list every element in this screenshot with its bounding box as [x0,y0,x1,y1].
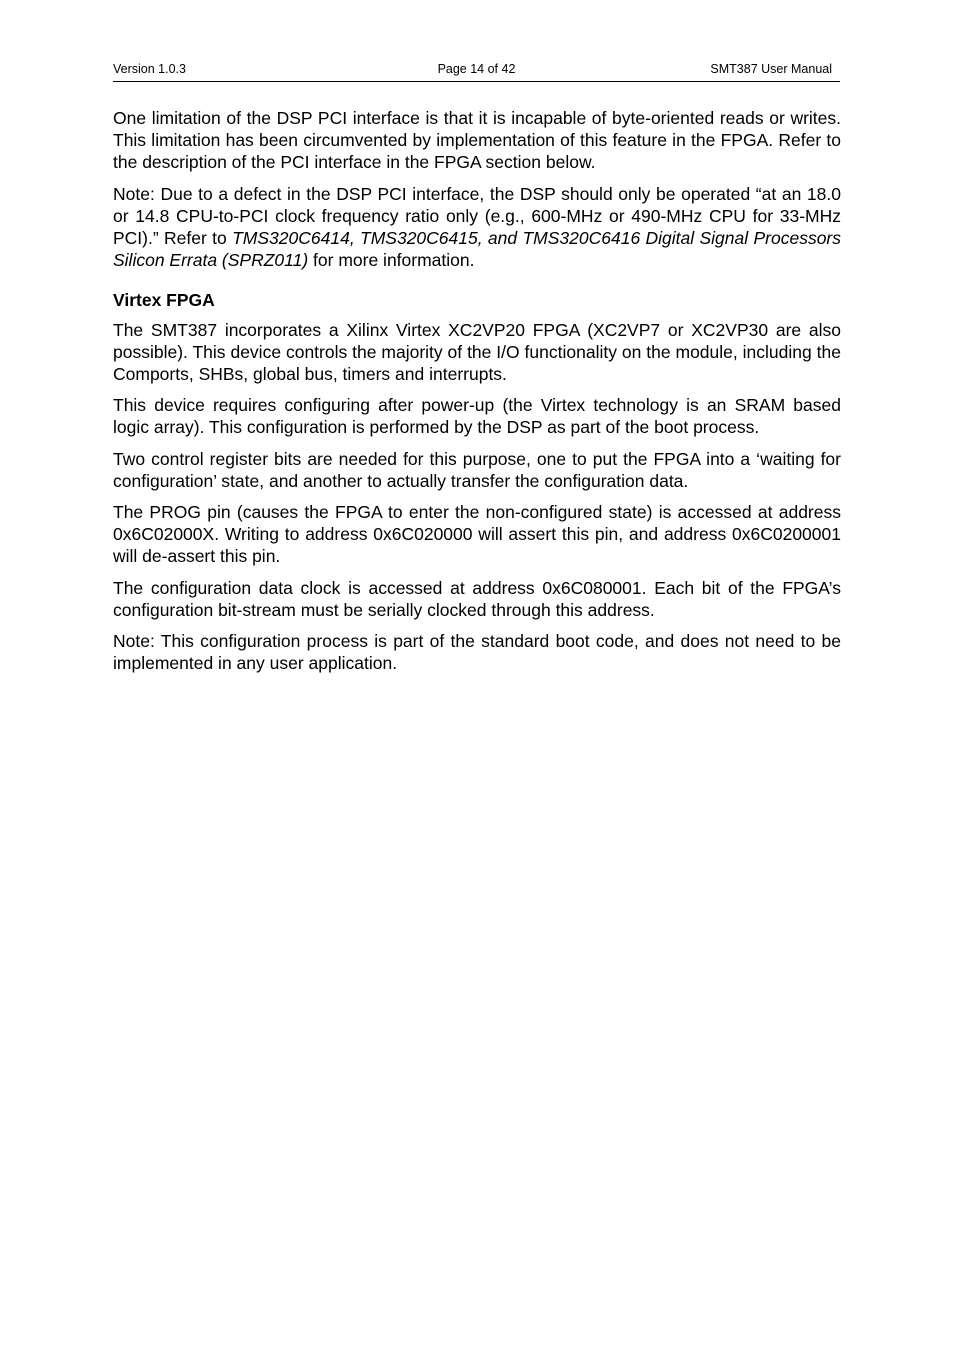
paragraph-config-clock: The configuration data clock is accessed at address 0x6C080001. Each bit of the FPGA’s configuration bit-stream must be serially clocked through this address. [113,577,841,620]
paragraph-fpga-intro: The SMT387 incorporates a Xilinx Virtex XC2VP20 FPGA (XC2VP7 or XC2VP30 are also possible). This device controls the majority of the I/O functionality on the module, including the Comports, SHBs, global bus, timers and interrupts. [113,319,841,384]
paragraph-pci-limitation: One limitation of the DSP PCI interface is that it is incapable of byte-oriented reads or writes. This limitation has been circumvented by implementation of this feature in the FPGA. Refer to the description of the PCI interface in the FPGA section below. [113,108,841,172]
paragraph-prog-pin: The PROG pin (causes the FPGA to enter the non-configured state) is accessed at address 0x6C02000X. Writing to address 0x6C020000 will assert this pin, and address 0x6C0200001 will de-assert this pin. [113,502,841,566]
paragraph-boot-note: Note: This configuration process is part of the standard boot code, and does not need to be implemented in any user application. [113,631,841,673]
paragraph-pci-defect-note [113,183,841,271]
paragraph-fpga-configuring: This device requires configuring after power-up (the Virtex technology is an SRAM based logic array). This configuration is performed by the DSP as part of the boot process. [113,395,841,437]
header-version: Version 1.0.3 [113,62,186,76]
page-header [113,62,840,82]
header-page-number: Page 14 of 42 [437,62,516,76]
note-text-end: for more information. [308,249,475,270]
document-body [113,107,841,684]
section-heading-virtex-fpga: Virtex FPGA [113,289,215,310]
header-manual-title: SMT387 User Manual [710,62,832,76]
paragraph-control-bits: Two control register bits are needed for this purpose, one to put the FPGA into a ‘waiting for configuration’ state, and another to actually transfer the configuration data. [113,448,841,491]
errata-reference: TMS320C6414, TMS320C6415, and TMS320C6416 Digital Signal Processors Silicon Errata (SPRZ011) [113,227,841,270]
note-text: Note: Due to a defect in the DSP PCI interface, the DSP should only be operated “at an 18.0 or 14.8 CPU-to-PCI clock frequency ratio only (e.g., 600-MHz or 490-MHz CPU for 33-MHz PCI).” Refer to [113,183,841,248]
